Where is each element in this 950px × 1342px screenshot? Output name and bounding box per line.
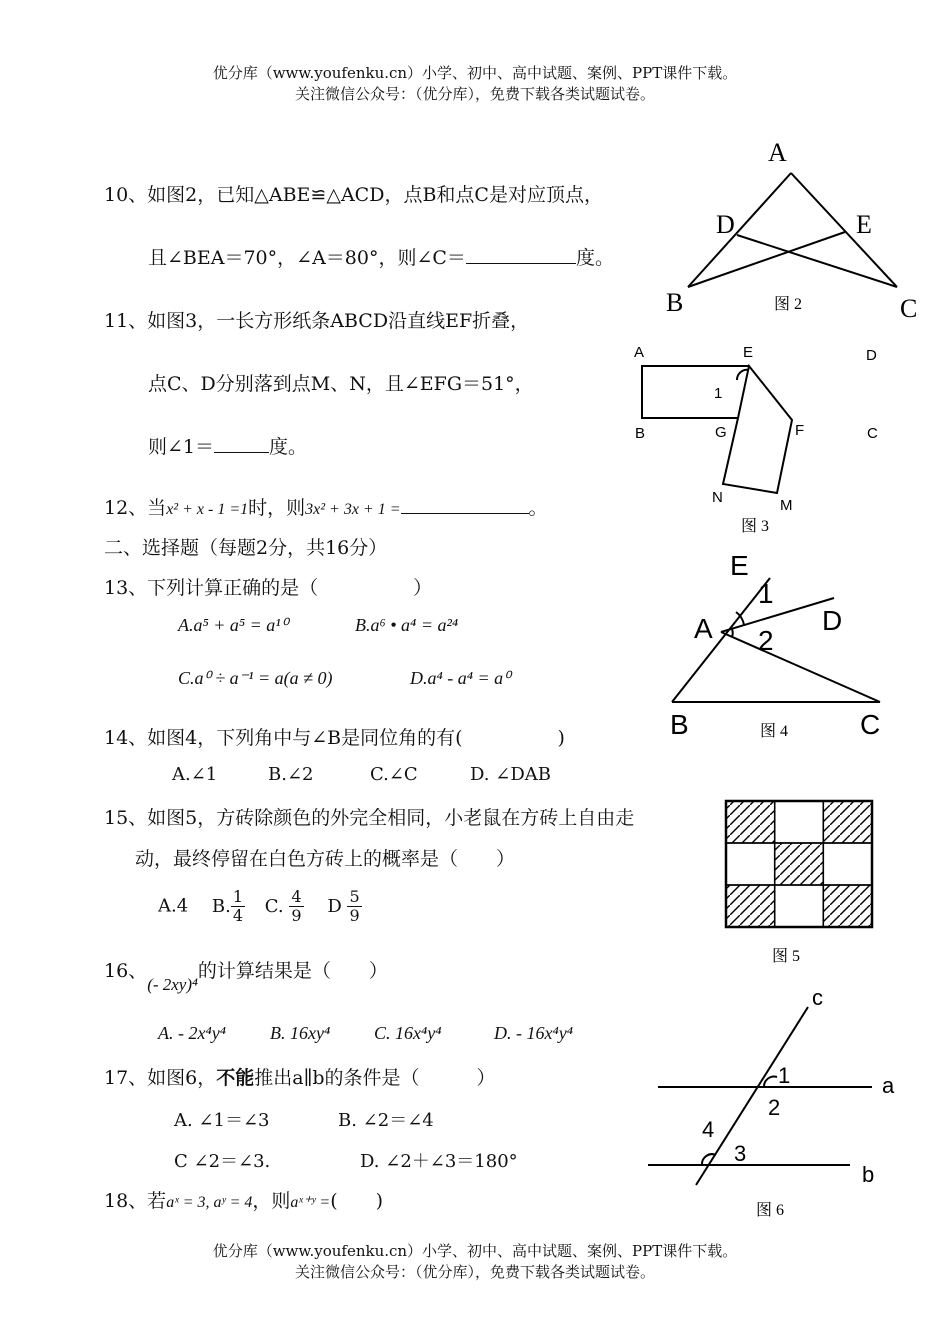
q11-answer-blank[interactable] bbox=[214, 434, 269, 453]
q18-mid: ，则 bbox=[252, 1190, 291, 1212]
q15-option-c-label: C. bbox=[264, 895, 284, 917]
fig3-label-e: E bbox=[743, 344, 754, 361]
section-2-title: 二、选择题（每题2分，共16分） bbox=[104, 537, 388, 559]
q12-condition: x² + x - 1 =1 bbox=[166, 501, 249, 518]
figure-3 bbox=[625, 338, 895, 538]
fig6-angle-1-arc bbox=[764, 1077, 777, 1087]
figure-6 bbox=[640, 985, 910, 1225]
fig3-label-f: F bbox=[795, 422, 805, 439]
q16-pre: 16、 bbox=[104, 960, 148, 982]
fig6-label-c: c bbox=[812, 985, 823, 1010]
q15-option-c-fraction bbox=[289, 888, 303, 925]
q12-mid: 时，则 bbox=[248, 497, 306, 519]
q15-line1: 15、如图5，方砖除颜色的外完全相同，小老鼠在方砖上自由走 bbox=[104, 807, 635, 829]
figure-2 bbox=[660, 135, 930, 325]
q15-c-denominator: 9 bbox=[291, 906, 302, 925]
fig3-strip-left bbox=[642, 366, 749, 418]
q18-condition: aˣ = 3, aʸ = 4 bbox=[166, 1194, 253, 1211]
q10-line1: 10、如图2，已知△ABE≌△ACD，点B和点C是对应顶点， bbox=[104, 184, 603, 206]
q15-d-numerator: 5 bbox=[349, 887, 360, 906]
q17-option-c[interactable]: C ∠2＝∠3. bbox=[174, 1151, 271, 1172]
q16-option-d[interactable]: D. - 16x⁴y⁴ bbox=[494, 1023, 573, 1043]
q14-option-a[interactable]: A.∠1 bbox=[172, 764, 218, 785]
q12-expression: 3x² + 3x + 1 = bbox=[305, 501, 401, 518]
fig4-label-a: A bbox=[694, 613, 713, 644]
fig4-line-ac bbox=[721, 632, 880, 702]
q16-option-c[interactable]: C. 16x⁴y⁴ bbox=[374, 1023, 442, 1043]
fig5-tile-shaded bbox=[726, 885, 775, 927]
q15-b-denominator: 4 bbox=[232, 906, 244, 925]
q15-d-denominator: 9 bbox=[349, 906, 360, 925]
fig6-label-1: 1 bbox=[778, 1063, 791, 1088]
fig3-caption: 图 3 bbox=[741, 518, 770, 535]
q10-line2-post: 度。 bbox=[575, 247, 614, 269]
q14-option-d[interactable]: D. ∠DAB bbox=[470, 764, 551, 785]
q15-c-numerator: 4 bbox=[291, 887, 302, 906]
q15-option-c[interactable] bbox=[264, 887, 304, 925]
fig4-angle-2-arc bbox=[732, 629, 733, 637]
q10-answer-blank[interactable] bbox=[466, 245, 576, 264]
q17-stem bbox=[104, 1063, 496, 1090]
fig6-label-3: 3 bbox=[734, 1141, 747, 1166]
q11-line2: 点C、D分别落到点M、N，且∠EFG＝51°， bbox=[148, 373, 534, 395]
fig2-label-c: C bbox=[900, 294, 918, 323]
figure-5 bbox=[720, 795, 880, 970]
q12-post: 。 bbox=[528, 497, 548, 519]
q17-post: 推出a∥b的条件是（ ） bbox=[254, 1067, 496, 1089]
q11-line3 bbox=[148, 432, 307, 459]
fig4-label-1: 1 bbox=[758, 578, 774, 609]
q15-option-d-fraction bbox=[347, 888, 361, 925]
fig4-line-ad bbox=[721, 598, 834, 632]
fig6-label-4: 4 bbox=[702, 1117, 715, 1142]
q11-line3-post: 度。 bbox=[269, 436, 308, 458]
q18-pre: 18、若 bbox=[104, 1190, 167, 1212]
fig2-label-b: B bbox=[666, 288, 684, 317]
q17-option-d[interactable]: D. ∠2＋∠3＝180° bbox=[360, 1151, 518, 1172]
fig4-caption: 图 4 bbox=[760, 723, 789, 740]
fig5-tile-shaded bbox=[775, 843, 824, 885]
fig6-line-c bbox=[696, 1007, 808, 1185]
header-line-2: 关注微信公众号：（优分库），免费下载各类试题试卷。 bbox=[294, 85, 655, 103]
fig6-caption: 图 6 bbox=[756, 1202, 785, 1219]
fig2-label-d: D bbox=[716, 210, 735, 239]
q18-expression: aˣ⁺ʸ = bbox=[290, 1194, 331, 1211]
fig4-label-e: E bbox=[730, 550, 749, 581]
q15-options bbox=[158, 888, 362, 925]
q10-line2-pre: 且∠BEA＝70°，∠A＝80°，则∠C＝ bbox=[148, 247, 466, 269]
q10-line2 bbox=[148, 243, 614, 270]
fig2-label-e: E bbox=[856, 210, 872, 239]
q14-stem: 14、如图4，下列角中与∠B是同位角的有( ) bbox=[104, 727, 565, 749]
header-line-1: 优分库（www.youfenku.cn）小学、初中、高中试题、案例、PPT课件下载。 bbox=[212, 64, 738, 82]
q16-option-a[interactable]: A. - 2x⁴y⁴ bbox=[158, 1023, 226, 1043]
q11-line3-pre: 则∠1＝ bbox=[148, 436, 215, 458]
fig4-label-c: C bbox=[860, 709, 881, 740]
q16-line bbox=[104, 956, 388, 994]
q15-option-b-fraction bbox=[231, 888, 245, 925]
q15-option-a[interactable]: A.4 bbox=[158, 895, 189, 917]
footer-line-1: 优分库（www.youfenku.cn）小学、初中、高中试题、案例、PPT课件下载。 bbox=[212, 1242, 738, 1260]
fig3-label-n: N bbox=[712, 489, 723, 506]
fig2-caption: 图 2 bbox=[774, 296, 803, 313]
q13-option-d[interactable]: D.a⁴ - a⁴ = a⁰ bbox=[410, 668, 511, 688]
q17-emphasis: 不能 bbox=[216, 1067, 255, 1089]
fig4-label-d: D bbox=[822, 605, 843, 636]
fig6-label-a: a bbox=[882, 1073, 895, 1098]
q13-option-c[interactable]: C.a⁰ ÷ a⁻¹ = a(a ≠ 0) bbox=[178, 668, 333, 688]
fig5-tile-shaded bbox=[823, 801, 872, 843]
figure-4 bbox=[660, 548, 900, 748]
q11-line1: 11、如图3，一长方形纸条ABCD沿直线EF折叠， bbox=[104, 310, 530, 332]
fig6-label-b: b bbox=[862, 1162, 875, 1187]
fig3-label-1: 1 bbox=[714, 385, 723, 402]
q13-option-b[interactable]: B.a⁶ • a⁴ = a²⁴ bbox=[355, 615, 459, 635]
q15-option-b[interactable] bbox=[211, 887, 245, 925]
fig4-label-2: 2 bbox=[758, 625, 774, 656]
fig3-folded-part bbox=[723, 366, 792, 493]
q17-option-b[interactable]: B. ∠2＝∠4 bbox=[338, 1110, 434, 1131]
q15-line2: 动，最终停留在白色方砖上的概率是（ ） bbox=[135, 848, 516, 870]
fig3-label-d: D bbox=[866, 347, 877, 364]
q14-option-c[interactable]: C.∠C bbox=[370, 764, 418, 785]
q16-option-b[interactable]: B. 16xy⁴ bbox=[270, 1023, 331, 1043]
q13-stem: 13、下列计算正确的是（ ） bbox=[104, 577, 433, 599]
fig5-caption: 图 5 bbox=[772, 948, 801, 965]
fig5-tile-shaded bbox=[823, 885, 872, 927]
fig4-label-b: B bbox=[670, 709, 689, 740]
fig3-label-g: G bbox=[715, 424, 727, 441]
q12-line bbox=[104, 493, 548, 520]
q18-line bbox=[104, 1186, 383, 1213]
q12-pre: 12、当 bbox=[104, 497, 167, 519]
q15-option-d-label: D bbox=[327, 895, 342, 917]
q17-pre: 17、如图6， bbox=[104, 1067, 217, 1089]
fig3-label-a: A bbox=[634, 344, 645, 361]
fig6-label-2: 2 bbox=[768, 1095, 781, 1120]
q17-option-a[interactable]: A. ∠1＝∠3 bbox=[174, 1110, 270, 1131]
fig3-label-b: B bbox=[635, 425, 646, 442]
footer-line-2: 关注微信公众号：（优分库），免费下载各类试题试卷。 bbox=[294, 1263, 655, 1281]
fig3-label-m: M bbox=[780, 497, 793, 514]
q15-option-b-label: B. bbox=[211, 895, 231, 917]
q15-option-d[interactable] bbox=[327, 887, 361, 925]
fig3-label-c: C bbox=[867, 425, 878, 442]
q12-answer-blank[interactable] bbox=[401, 495, 529, 514]
q14-option-b[interactable]: B.∠2 bbox=[268, 764, 314, 785]
q15-b-numerator: 1 bbox=[232, 887, 244, 906]
q13-option-a[interactable]: A.a⁵ + a⁵ = a¹⁰ bbox=[178, 615, 288, 635]
fig5-tile-shaded bbox=[726, 801, 775, 843]
q16-post: 的计算结果是（ ） bbox=[197, 960, 388, 982]
fig2-label-a: A bbox=[768, 138, 787, 167]
q18-post: ( ) bbox=[330, 1190, 384, 1212]
fig4-line-be bbox=[672, 578, 770, 702]
q16-expression: (- 2xy)⁴ bbox=[147, 975, 198, 994]
